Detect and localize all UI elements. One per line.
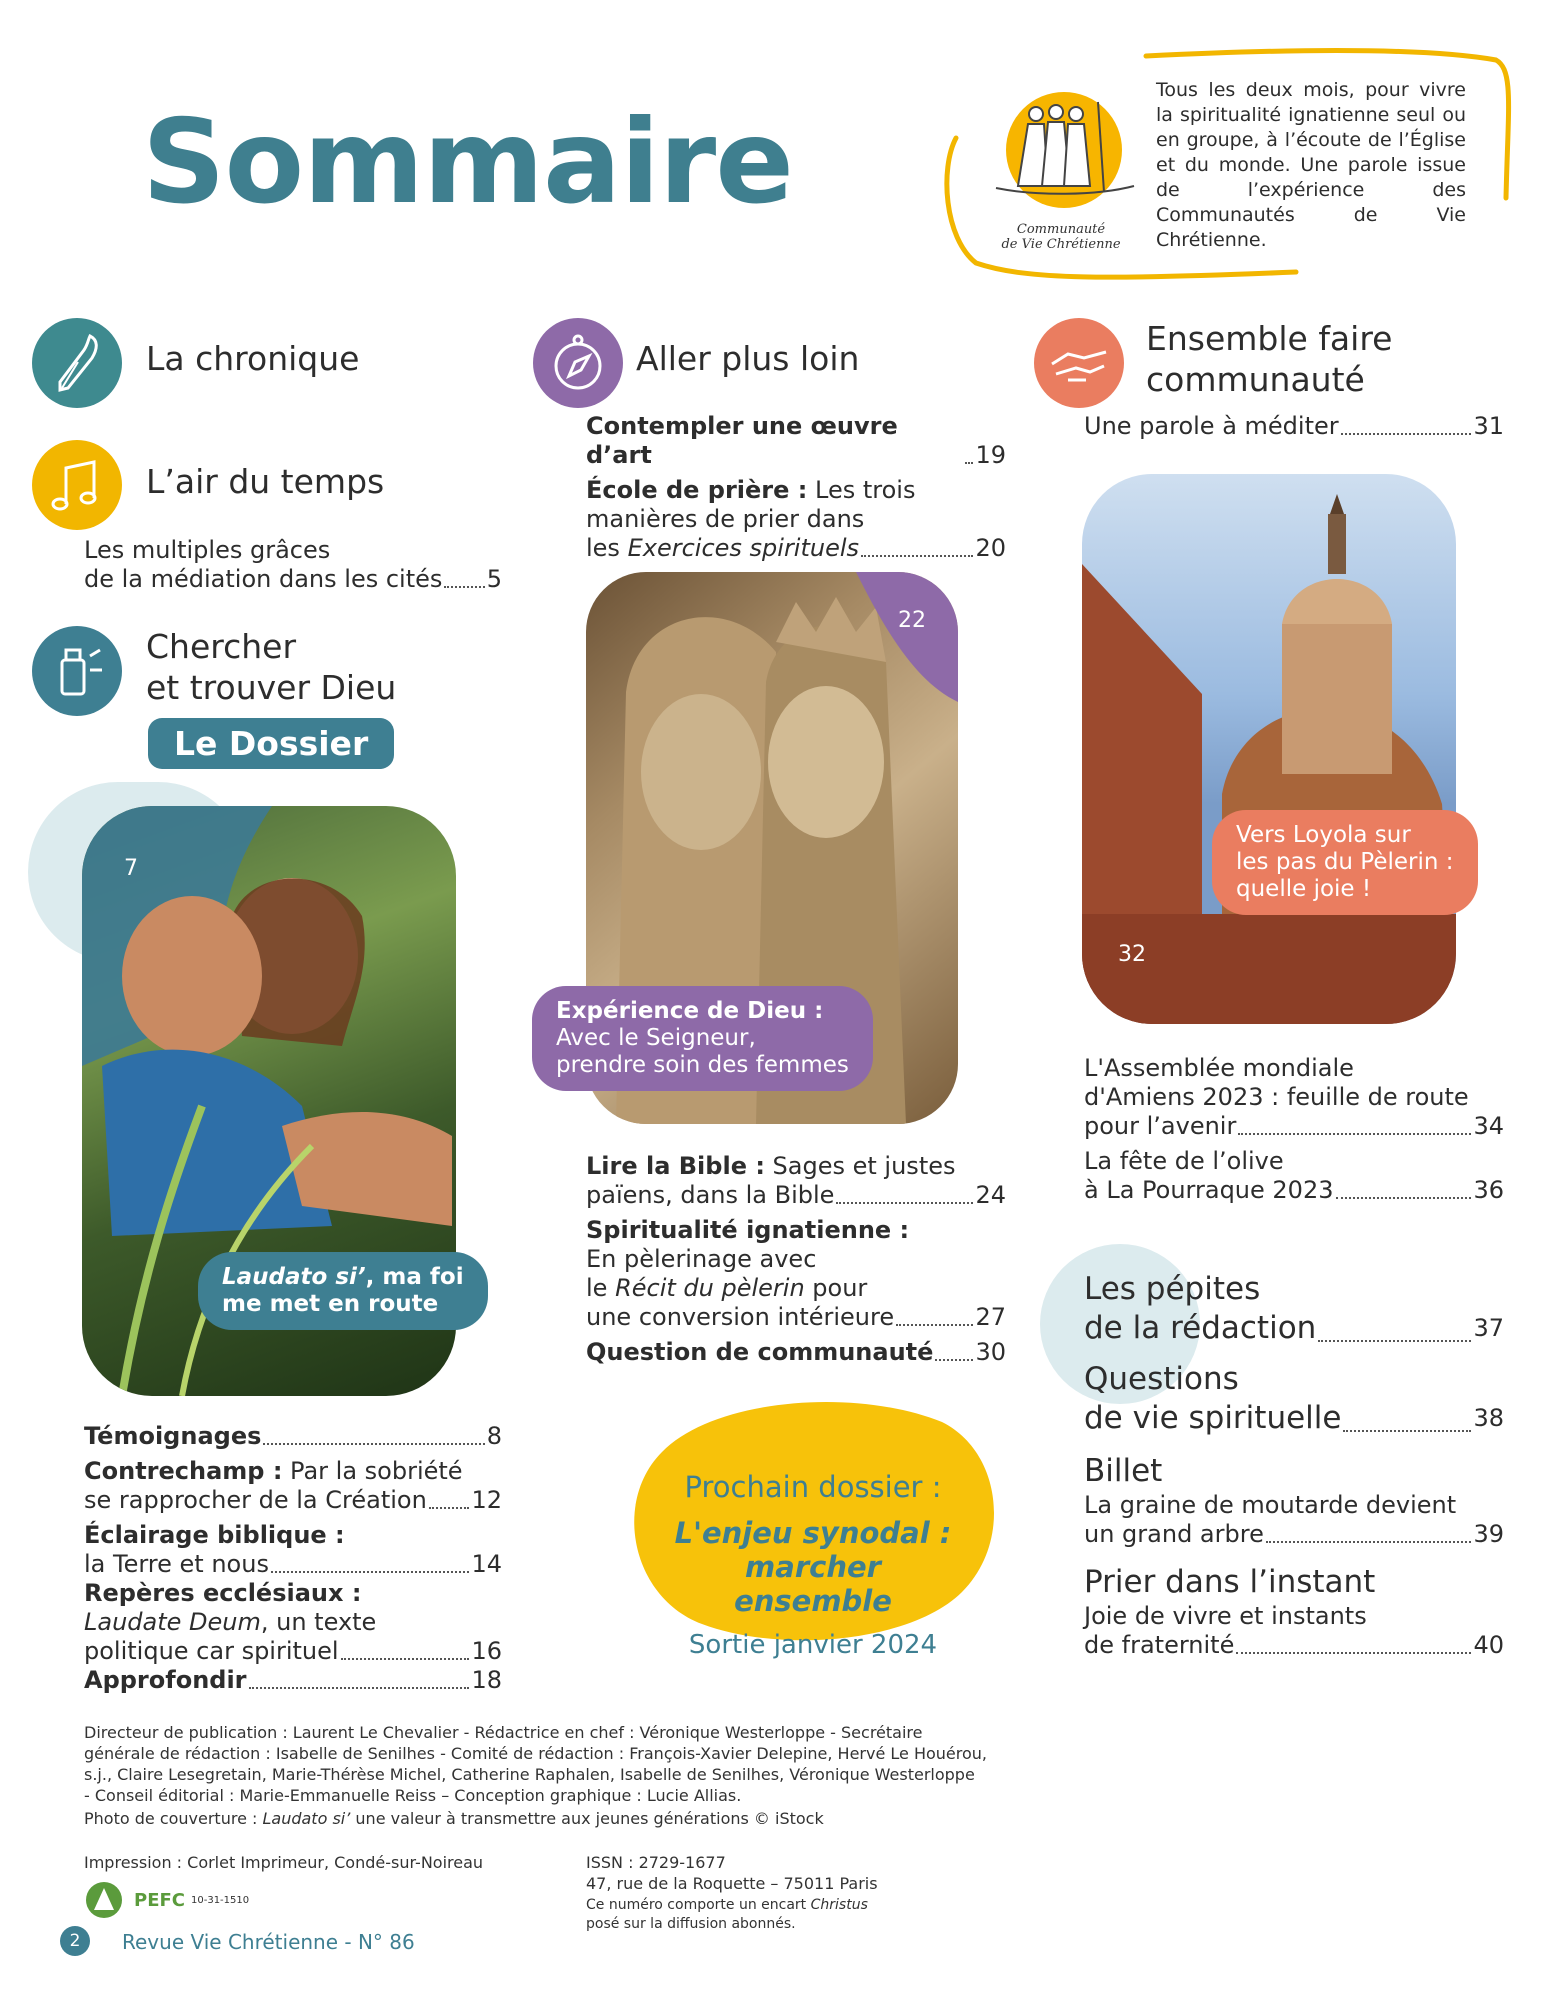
- toc-page-number: 39: [1473, 1520, 1504, 1548]
- encart-italic: Christus: [810, 1897, 868, 1913]
- toc-leader-dots: [836, 1202, 973, 1204]
- toc-item-line: de fraternité: [1084, 1631, 1235, 1659]
- impression: Impression : Corlet Imprimeur, Condé-sur-Noireau: [84, 1853, 484, 1872]
- toc-item-reperes[interactable]: [84, 1579, 502, 1666]
- toc-item-line: à La Pourraque 2023: [1084, 1176, 1334, 1204]
- aller-photo-caption: [532, 986, 873, 1091]
- toc-item-line: les: [586, 534, 628, 562]
- credits: [84, 1722, 1024, 1829]
- toc-page-number: 8: [486, 1422, 502, 1450]
- pefc-code: 10-31-1510: [191, 1894, 250, 1906]
- caption-bold: Expérience de Dieu :: [556, 998, 824, 1024]
- toc-item-line: Par la sobriété: [282, 1457, 463, 1485]
- toc-page-number: 30: [975, 1338, 1006, 1366]
- toc-item-line: la Terre et nous: [84, 1550, 269, 1578]
- toc-item-eclairage[interactable]: [84, 1521, 502, 1579]
- toc-item-line: un grand arbre: [1084, 1520, 1264, 1548]
- toc-item-italic: Exercices spirituels: [627, 534, 860, 562]
- toc-item-bold: Témoignages: [84, 1422, 262, 1450]
- pefc-text: PEFC: [134, 1889, 185, 1911]
- intro-text: Tous les deux mois, pour vivre la spiritualité ignatienne seul ou en groupe, à l’écoute de l’Église et du monde. Une parole issue de l’expérience des Communautés de Vie Chrétienne.: [1156, 79, 1466, 251]
- toc-leader-dots: [249, 1687, 470, 1689]
- pefc-tree-icon: [84, 1880, 128, 1920]
- toc-item-line: Les trois: [807, 476, 916, 504]
- credits-line: s.j., Claire Lesegretain, Marie-Thérèse Michel, Catherine Raphalen, Isabelle de Senilhes, Véronique Westerloppe: [84, 1765, 975, 1784]
- toc-item-line: Questions: [1084, 1361, 1239, 1397]
- toc-item-bold: Lire la Bible :: [586, 1152, 765, 1180]
- toc-item-title: Prier dans l’instant: [1084, 1564, 1376, 1600]
- toc-item-bold: École de prière :: [586, 476, 808, 504]
- publisher-info: [586, 1852, 878, 1934]
- music-note-icon: [32, 440, 122, 530]
- section-title-ensemble: [1146, 318, 1392, 400]
- credits-line: - Conseil éditorial : Marie-Emmanuelle Reiss – Conception graphique : Lucie Allias.: [84, 1786, 742, 1805]
- toc-item-ecole-priere[interactable]: [586, 476, 1006, 563]
- toc-leader-dots: [1238, 1133, 1471, 1135]
- ensemble-photo-caption: [1212, 810, 1478, 915]
- toc-leader-dots: [341, 1658, 470, 1660]
- page-title: Sommaire: [142, 95, 793, 230]
- toc-item-line: pour l’avenir: [1084, 1112, 1237, 1140]
- caption-text: Vers Loyola sur: [1236, 822, 1411, 848]
- toc-page-number: 20: [975, 534, 1006, 562]
- toc-item-italic: Laudate Deum: [84, 1608, 261, 1636]
- toc-item-line: se rapprocher de la Création: [84, 1486, 427, 1514]
- toc-leader-dots: [1318, 1340, 1471, 1342]
- toc-item-bold: Repères ecclésiaux :: [84, 1579, 362, 1607]
- caption-text: les pas du Pèlerin :: [1236, 849, 1454, 875]
- toc-item-pepites[interactable]: [1084, 1270, 1504, 1348]
- toc-item-questions-vie[interactable]: [1084, 1360, 1504, 1438]
- toc-page-number: 16: [471, 1637, 502, 1665]
- toc-item-title: Billet: [1084, 1453, 1163, 1489]
- toc-item-line: le: [586, 1274, 616, 1302]
- toc-item-bold: Spiritualité ignatienne :: [586, 1216, 910, 1244]
- credits-line: Photo de couverture :: [84, 1809, 263, 1828]
- toc-item-line: Les pépites: [1084, 1271, 1261, 1307]
- dossier-list: [84, 1422, 502, 1695]
- section-title-line: Chercher: [146, 627, 297, 666]
- ensemble-list-bottom: [1084, 1054, 1504, 1205]
- toc-page-number: 31: [1473, 412, 1504, 440]
- toc-item-line: une conversion intérieure: [586, 1303, 895, 1331]
- toc-leader-dots: [1343, 1430, 1471, 1432]
- toc-leader-dots: [965, 462, 973, 464]
- issn: ISSN : 2729-1677: [586, 1853, 726, 1872]
- toc-leader-dots: [1266, 1541, 1472, 1543]
- prochain-label: Prochain dossier :: [684, 1470, 942, 1504]
- toc-item-line: Les multiples grâces: [84, 536, 331, 564]
- toc-item-bold: Question de communauté: [586, 1338, 934, 1366]
- toc-page-number: 5: [486, 565, 502, 593]
- toc-leader-dots: [935, 1359, 973, 1361]
- section-title-chercher: [146, 626, 396, 708]
- toc-item-approfondir[interactable]: [84, 1666, 502, 1695]
- toc-page-number: 14: [471, 1550, 502, 1578]
- aller-list-top: [586, 412, 1006, 563]
- toc-item-bold: Éclairage biblique :: [84, 1521, 345, 1549]
- cvx-logo: [986, 88, 1136, 258]
- compass-icon: [533, 318, 623, 408]
- toc-item-mediation[interactable]: [84, 536, 502, 594]
- caption-italic: Laudato si’: [222, 1264, 366, 1290]
- caption-text: prendre soin des femmes: [556, 1052, 849, 1078]
- toc-page-number: 24: [975, 1181, 1006, 1209]
- toc-item-bold: Contempler une œuvre d’art: [586, 412, 898, 469]
- toc-item-contrechamp[interactable]: [84, 1457, 502, 1515]
- photo-page-number: 22: [898, 608, 926, 633]
- prochain-theme-line: L'enjeu synodal : marcher: [674, 1516, 952, 1584]
- credits-line: Directeur de publication : Laurent Le Chevalier - Rédactrice en chef : Véronique Westerloppe - Secrétaire: [84, 1723, 923, 1742]
- toc-item-line: manières de prier dans: [586, 505, 865, 533]
- credits-line: une valeur à transmettre aux jeunes générations © iStock: [350, 1809, 824, 1828]
- caption-text: , ma foi: [365, 1264, 464, 1290]
- toc-item-line: pour: [804, 1274, 868, 1302]
- caption-text: Avec le Seigneur,: [556, 1025, 756, 1051]
- toc-item-temoignages[interactable]: [84, 1422, 502, 1451]
- toc-item-line: Une parole à méditer: [1084, 412, 1339, 440]
- toc-leader-dots: [896, 1324, 973, 1326]
- dossier-photo-caption: [198, 1252, 488, 1330]
- magazine-name: Revue Vie Chrétienne - N° 86: [122, 1930, 415, 1954]
- toc-page-number: 12: [471, 1486, 502, 1514]
- toc-item-bold: Approfondir: [84, 1666, 247, 1694]
- toc-item-assemblee[interactable]: [1084, 1054, 1504, 1141]
- prochain-theme-line: ensemble: [734, 1584, 892, 1618]
- toc-page-number: 19: [975, 441, 1006, 469]
- toc-item-line: Joie de vivre et instants: [1084, 1602, 1367, 1630]
- toc-item-line: Sages et justes: [764, 1152, 956, 1180]
- toc-leader-dots: [1236, 1652, 1471, 1654]
- toc-item-fete-olive[interactable]: [1084, 1147, 1504, 1205]
- toc-leader-dots: [861, 555, 973, 557]
- section-title-aller-plus-loin: Aller plus loin: [636, 339, 860, 378]
- toc-leader-dots: [429, 1507, 470, 1509]
- section-title-line: et trouver Dieu: [146, 668, 397, 707]
- toc-leader-dots: [444, 586, 484, 588]
- toc-item-line: d'Amiens 2023 : feuille de route: [1084, 1083, 1469, 1111]
- toc-leader-dots: [271, 1571, 470, 1573]
- right-list: [1084, 1270, 1504, 1660]
- section-title-line: communauté: [1146, 360, 1365, 399]
- credits-italic: Laudato si’: [262, 1809, 351, 1828]
- toc-page-number: 27: [975, 1303, 1006, 1331]
- cvx-logo-text-2: de Vie Chrétienne: [1001, 237, 1121, 252]
- toc-item-parole[interactable]: [1084, 412, 1504, 441]
- aller-list-bottom: [586, 1152, 1006, 1367]
- toc-leader-dots: [263, 1443, 484, 1445]
- toc-item-lire-bible[interactable]: [586, 1152, 1006, 1210]
- prochain-date: Sortie janvier 2024: [688, 1630, 938, 1660]
- toc-item-bold: Contrechamp :: [84, 1457, 283, 1485]
- photo-page-number: 7: [124, 856, 138, 881]
- pen-icon: [32, 318, 122, 408]
- ensemble-photo[interactable]: [1082, 474, 1456, 1024]
- toc-item-line: L'Assemblée mondiale: [1084, 1054, 1354, 1082]
- address: 47, rue de la Roquette – 75011 Paris: [586, 1874, 878, 1893]
- caption-text: quelle joie !: [1236, 876, 1372, 902]
- encart-text: Ce numéro comporte un encart: [586, 1897, 811, 1913]
- cvx-logo-icon: [986, 88, 1136, 218]
- toc-item-spiritualite[interactable]: [586, 1216, 1006, 1332]
- toc-page-number: 36: [1473, 1176, 1504, 1204]
- toc-item-line: La fête de l’olive: [1084, 1147, 1284, 1175]
- caption-text: me met en route: [222, 1291, 439, 1317]
- toc-page-number: 34: [1473, 1112, 1504, 1140]
- dossier-badge: Le Dossier: [148, 718, 394, 769]
- toc-leader-dots: [1336, 1197, 1472, 1199]
- toc-item-question-communaute[interactable]: [586, 1338, 1006, 1367]
- lantern-icon: [32, 626, 122, 716]
- toc-item-line: politique car spirituel: [84, 1637, 339, 1665]
- section-title-chronique: La chronique: [146, 339, 360, 378]
- toc-item-billet[interactable]: [1084, 1452, 1504, 1549]
- pefc-logo: [84, 1880, 249, 1920]
- toc-leader-dots: [1341, 433, 1472, 435]
- cvx-logo-text-1: Communauté: [1016, 222, 1106, 237]
- toc-item-line: , un texte: [260, 1608, 377, 1636]
- prochain-dossier[interactable]: [622, 1470, 1004, 1660]
- toc-item-italic: Récit du pèlerin: [615, 1274, 805, 1302]
- toc-item-line: païens, dans la Bible: [586, 1181, 835, 1209]
- handshake-icon: [1034, 318, 1124, 408]
- photo-page-number: 32: [1118, 942, 1146, 967]
- encart-text: posé sur la diffusion abonnés.: [586, 1916, 796, 1932]
- toc-page-number: 40: [1473, 1631, 1504, 1659]
- toc-page-number: 18: [471, 1666, 502, 1694]
- credits-line: générale de rédaction : Isabelle de Senilhes - Comité de rédaction : François-Xavier Delepine, Hervé Le Houérou,: [84, 1744, 988, 1763]
- toc-item-prier-instant[interactable]: [1084, 1563, 1504, 1660]
- toc-item-contempler[interactable]: [586, 412, 1006, 470]
- toc-item-line: de vie spirituelle: [1084, 1400, 1342, 1436]
- page-number-badge: 2: [60, 1926, 90, 1956]
- toc-item-line: de la rédaction: [1084, 1310, 1317, 1346]
- toc-page-number: 38: [1473, 1404, 1504, 1432]
- section-title-air-du-temps: L’air du temps: [146, 462, 385, 501]
- toc-item-line: En pèlerinage avec: [586, 1245, 817, 1273]
- section-title-line: Ensemble faire: [1146, 319, 1393, 358]
- toc-item-line: La graine de moutarde devient: [1084, 1491, 1457, 1519]
- toc-page-number: 37: [1473, 1314, 1504, 1342]
- toc-item-line: de la médiation dans les cités: [84, 565, 443, 593]
